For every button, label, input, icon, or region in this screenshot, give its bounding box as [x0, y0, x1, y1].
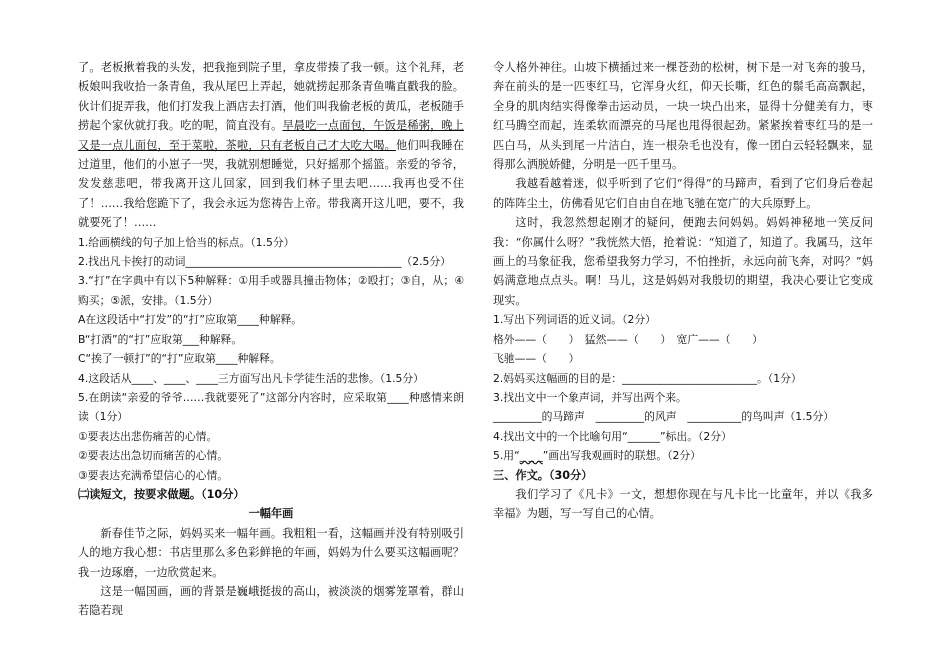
option-3: ③要表达充满希望信心的心情。	[78, 468, 229, 482]
question-r5	[493, 446, 873, 465]
question-3b: B“打酒”的“打”应取第___种解释。	[78, 332, 243, 346]
reading-passage-1	[78, 58, 464, 233]
underlined-sentence: 早晨吃一点面包，午饭是稀粥，晚上又是一点儿面包，至于菜啦，茶啦，只有老板自己才大吃大喝。	[78, 119, 464, 152]
question-3a: A在这段话中“打发”的“打”应取第____种解释。	[78, 313, 303, 327]
option-2: ②要表达出急切而痛苦的心情。	[78, 449, 229, 463]
option-1: ①要表达出悲伤痛苦的心情。	[78, 429, 218, 443]
passage-2-para-2-cont: 令人格外神往。山坡下横插过来一棵苍劲的松树，树下是一对飞奔的骏马，奔在前头的是一匹枣红马，它浑身火红，仰天长嘶，红色的鬃毛高高飘起，全身的肌肉结实得像拳击运动员，一块一块凸出来，显得十分健美有力，枣红马腾空而起，连柔软而漂亮的马尾也甩得很起劲。紧紧挨着枣红马的是一匹白马，从头到尾一片洁白，连一根杂毛也没有，像一团白云轻轻飘来，显得那么洒脱娇健，分明是一匹千里马。	[493, 61, 873, 172]
question-r4: 4.找出文中的一个比喻句用“______”标出。（2分）	[493, 429, 732, 443]
left-column	[78, 58, 464, 621]
passage-2-para-2: 这是一幅国画，画的背景是巍峨挺拔的高山，被淡淡的烟雾笼罩着，群山若隐若现	[78, 584, 464, 618]
question-r3a: _________的马蹄声 _________的风声 __________的鸟叫声（1.5分）	[493, 410, 835, 424]
question-r3: 3.找出文中一个象声词，并写出两个来。	[493, 390, 687, 404]
question-r1b: 飞驰——（ ）	[493, 352, 580, 366]
passage-2-para-4: 这时，我忽然想起刚才的疑问，便跑去问妈妈。妈妈神秘地一笑反问我：“你属什么呀？”我恍然大悟，抢着说：“知道了，知道了。我属马，这年画上的马象征我，您希望我努力学习，不怕挫折，永远向前飞奔，对吗？”妈妈满意地点点头。啊！马儿，这是妈妈对我殷切的期望，我决心要让它变成现实。	[493, 216, 873, 307]
section-3-heading: 三、作文。（30分）	[493, 468, 593, 482]
question-5: 5.在朗读“亲爱的爷爷……我就要死了”这部分内容时，应采取第____种感情来朗读（1分）	[78, 390, 464, 424]
question-r2: 2.妈妈买这幅画的目的是：_________________________。（1分）	[493, 371, 802, 385]
q5-text: 5.用“	[493, 449, 520, 463]
section-2-heading: ㈡读短文，按要求做题。（10分）	[78, 487, 245, 501]
passage-text: 他们叫我睡在过道里，他们的小崽子一哭，我就别想睡觉，只好摇那个摇篮。亲爱的爷爷，发发慈悲吧，带我离开这儿回家，回到我们林子里去吧……我再也受不住了！……我给您跪下了，我会永远为您祷告上帝。带我离开这儿吧，要不，我就要死了！……	[78, 138, 464, 230]
essay-prompt: 我们学习了《凡卡》一文，想想你现在与凡卡比一比童年，并以《我多幸福》为题，写一写自己的心情。	[493, 487, 873, 521]
right-column	[493, 58, 873, 524]
question-3c: C“挨了一顿打”的“打”应取第____种解释。	[78, 352, 281, 366]
question-r1a: 格外——（ ） 猛然——（ ） 宽广——（ ）	[493, 332, 763, 346]
passage-title: 一幅年画	[248, 507, 294, 521]
question-1: 1.给画横线的句子加上恰当的标点。（1.5分）	[78, 235, 295, 249]
question-2: 2.找出凡卡挨打的动词________________________________________（2.5分）	[78, 255, 451, 269]
passage-2-para-1: 新春佳节之际，妈妈买来一幅年画。我粗粗一看，这幅画并没有特别吸引人的地方我心想：书店里那么多色彩鲜艳的年画，妈妈为什么要买这幅画呢？我一边琢磨，一边欣赏起来。	[78, 526, 464, 579]
question-r1: 1.写出下列词语的近义词。（2分）	[493, 313, 656, 327]
q5-text: ”画出写我观画时的联想。（2分）	[542, 449, 701, 463]
passage-2-para-3: 我越看越着迷，似乎听到了它们“得得”的马蹄声，看到了它们身后卷起的阵阵尘土，仿佛看见它们自由自在地飞驰在宽广的大兵原野上。	[493, 177, 873, 210]
question-3: 3.“打”在字典中有以下5种解释：①用手或器具撞击物体；②殴打；③自，从；④购买；⑤派，安排。（1.5分）	[78, 274, 464, 307]
wavy-line-sample: _ _ _	[519, 449, 543, 463]
question-4: 4.这段话从____、____、____三方面写出凡卡学徒生活的悲惨。（1.5分）	[78, 371, 424, 385]
passage-text: 了。老板揪着我的头发，把我拖到院子里，拿皮带揍了我一顿。这个礼拜，老板娘叫我收拾一条青鱼，我从尾巴上弄起，她就捞起那条青鱼嘴直戳我的脸。伙计们捉弄我，他们打发我上酒店去打酒，他们叫我偷老板的黄瓜，老板随手捞起个家伙就打我。吃的呢，简直没有。	[78, 61, 464, 133]
